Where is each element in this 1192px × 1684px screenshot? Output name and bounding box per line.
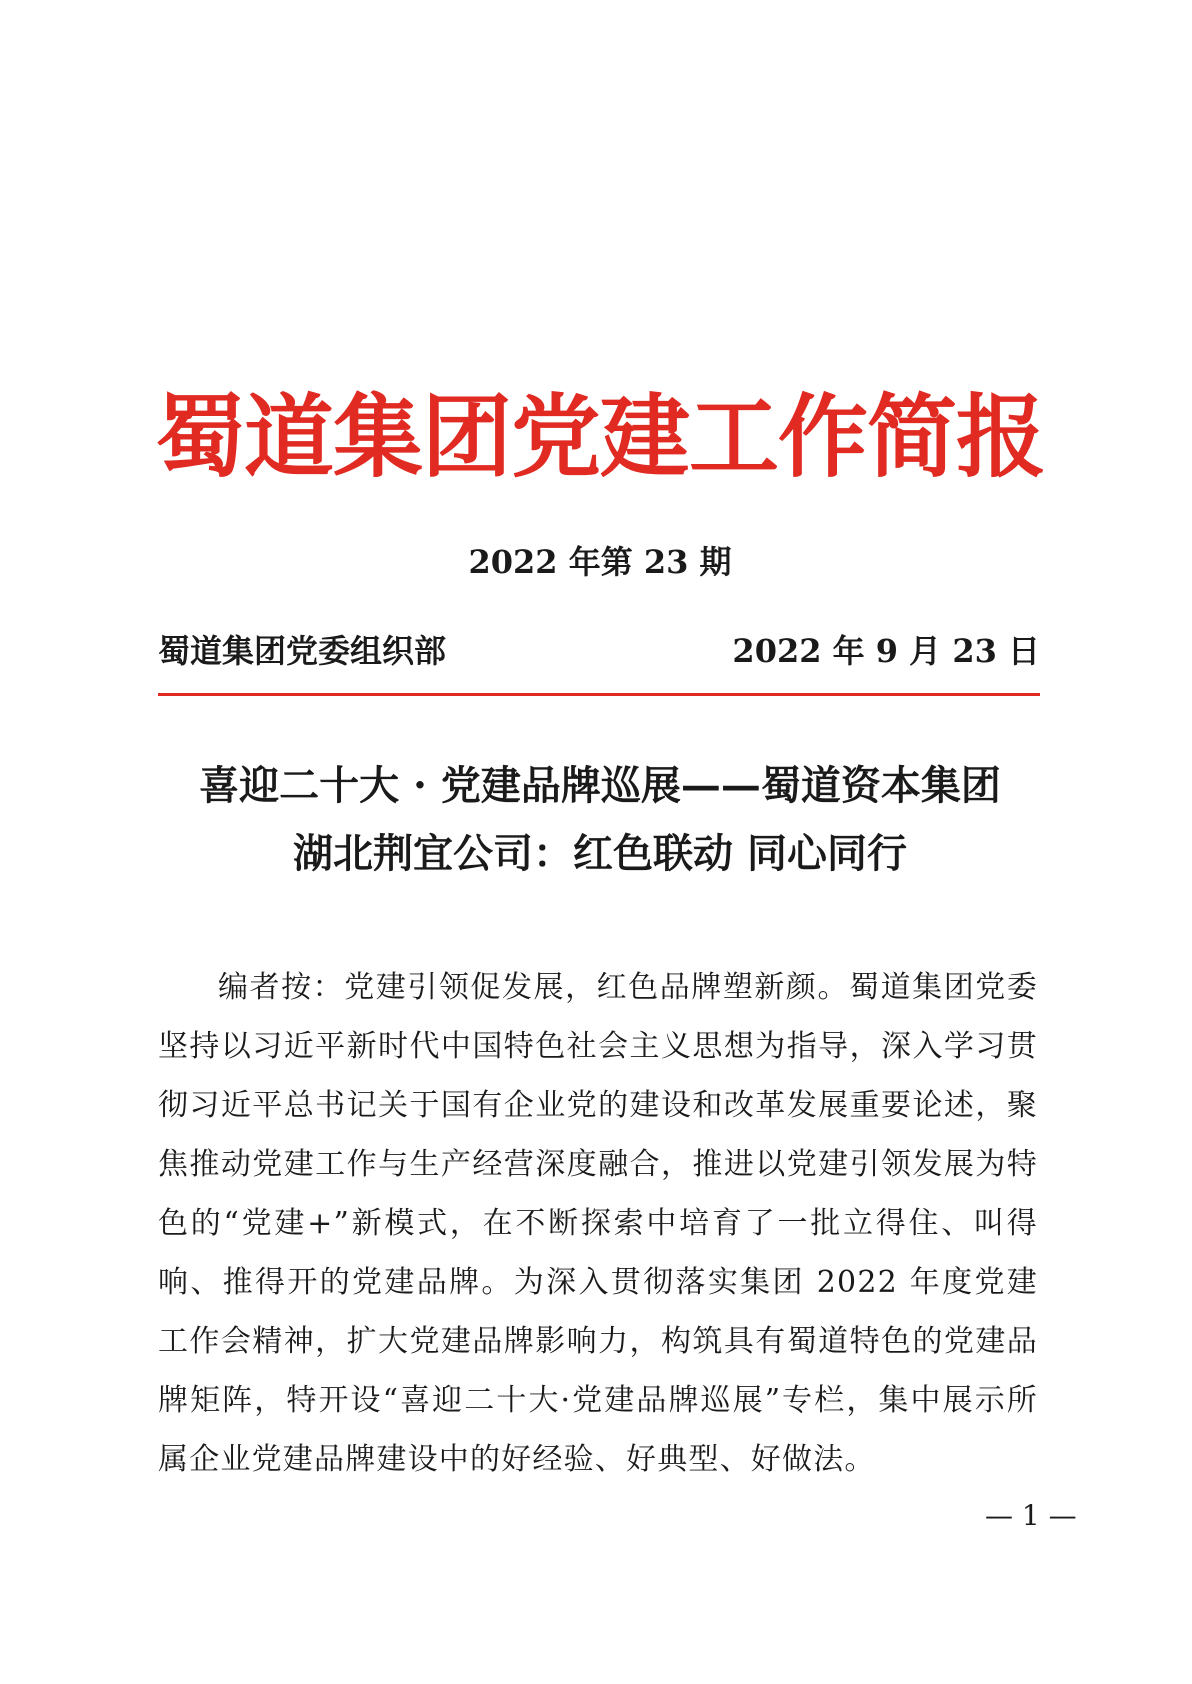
article-title-line-2: 湖北荆宜公司：红色联动 同心同行 <box>293 830 907 877</box>
red-divider <box>158 693 1040 696</box>
article-title-line-1: 喜迎二十大 · 党建品牌巡展——蜀道资本集团 <box>199 762 1001 809</box>
meta-row <box>158 628 1040 674</box>
issue-number: 2022 年第 23 期 <box>468 543 732 581</box>
page-number: — 1 — <box>985 1499 1077 1532</box>
issuing-department: 蜀道集团党委组织部 <box>158 632 447 670</box>
masthead-title: 蜀道集团党建工作简报 <box>155 384 1045 490</box>
issue-date: 2022 年 9 月 23 日 <box>732 632 1040 670</box>
editor-note-paragraph: 编者按：党建引领促发展，红色品牌塑新颜。蜀道集团党委坚持以习近平新时代中国特色社会主义思想为指导，深入学习贯彻习近平总书记关于国有企业党的建设和改革发展重要论述，聚焦推动党建工作与生产经营深度融合，推进以党建引领发展为特色的“党建+”新模式，在不断探索中培育了一批立得住、叫得响、推得开的党建品牌。为深入贯彻落实集团 2022 年度党建工作会精神，扩大党建品牌影响力，构筑具有蜀道特色的党建品牌矩阵，特开设“喜迎二十大·党建品牌巡展”专栏，集中展示所属企业党建品牌建设中的好经验、好典型、好做法。 <box>158 970 1038 1477</box>
article-title <box>150 752 1050 888</box>
